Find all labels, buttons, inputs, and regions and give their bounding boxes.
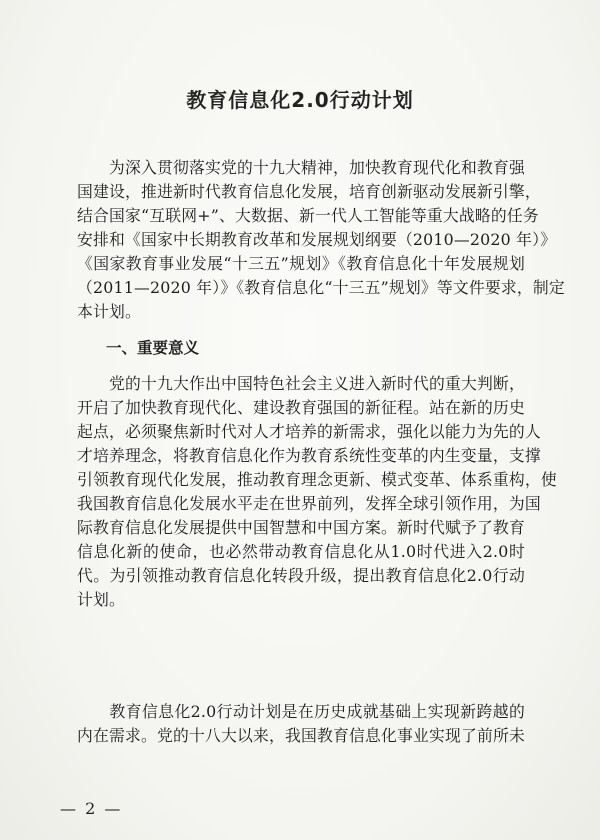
paragraph-line: 内在需求。党的十八大以来，我国教育信息化事业实现了前所未 (77, 726, 525, 745)
paragraph-line: 教育信息化2.0行动计划是在历史成就基础上实现新跨越的 (77, 702, 525, 721)
paragraph-line: 引领教育现代化发展，推动教育理念更新、模式变革、体系重构，使 (77, 470, 557, 489)
paragraph-line: 国建设，推进新时代教育信息化发展，培育创新驱动发展新引擎， (77, 182, 541, 201)
paragraph-line: （2011—2020 年）》《教育信息化“十三五”规划》等文件要求，制定 (77, 278, 565, 297)
paragraph-line: 安排和《国家中长期教育改革和发展规划纲要（2010—2020 年）》 (77, 230, 557, 249)
paragraph-line: 计划。 (77, 590, 125, 609)
paragraph-line: 党的十九大作出中国特色社会主义进入新时代的重大判断， (77, 374, 525, 393)
paragraph-line: 《国家教育事业发展“十三五”规划》《教育信息化十年发展规划 (77, 254, 525, 273)
page-number: — 2 — (60, 799, 123, 818)
paragraph-line: 际教育信息化发展提供中国智慧和中国方案。新时代赋予了教育 (77, 518, 525, 537)
paragraph-line: 起点，必须聚焦新时代对人才培养的新需求，强化以能力为先的人 (77, 422, 541, 441)
paragraph-line: 结合国家“互联网+”、大数据、新一代人工智能等重大战略的任务 (77, 206, 539, 225)
section-heading: 一、重要意义 (106, 339, 200, 357)
paragraph-line: 为深入贯彻落实党的十九大精神，加快教育现代化和教育强 (77, 158, 525, 177)
document-title: 教育信息化2.0行动计划 (186, 88, 414, 112)
paragraph-line: 信息化新的使命，也必然带动教育信息化从1.0时代进入2.0时 (77, 542, 525, 561)
paragraph-line: 开启了加快教育现代化、建设教育强国的新征程。站在新的历史 (77, 398, 525, 417)
paragraph-line: 我国教育信息化发展水平走在世界前列，发挥全球引领作用，为国 (77, 494, 541, 513)
paragraph-line: 才培养理念，将教育信息化作为教育系统性变革的内生变量，支撑 (77, 446, 541, 465)
paragraph-line: 代。为引领推动教育信息化转段升级，提出教育信息化2.0行动 (77, 566, 525, 585)
paragraph-line: 本计划。 (77, 302, 141, 321)
